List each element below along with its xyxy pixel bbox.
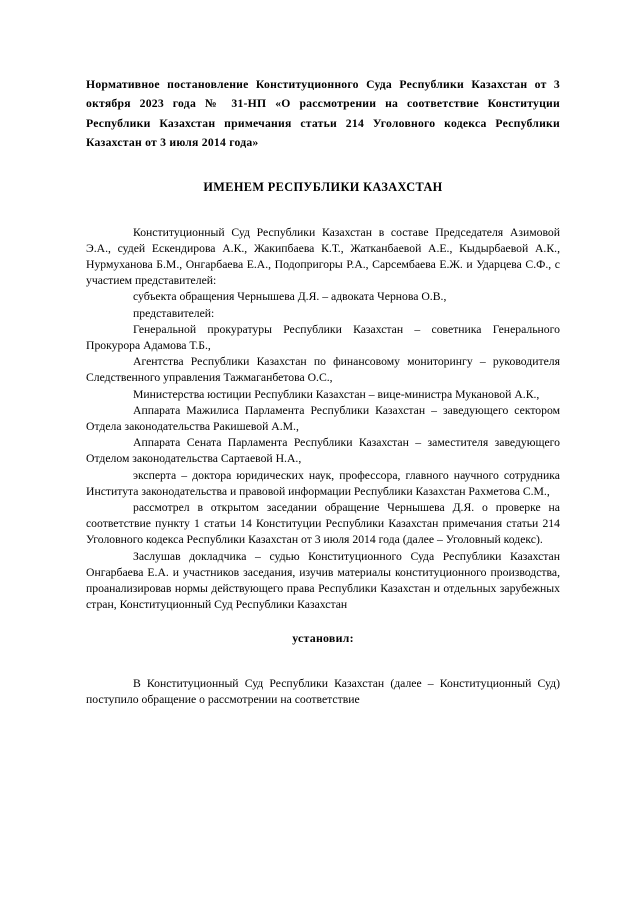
paragraph-mazhilis-apparatus: Аппарата Мажилиса Парламента Республики Казахстан – заведующего сектором Отдела законодательства Ракишевой А.М., <box>86 403 560 434</box>
paragraph-first-finding: В Конституционный Суд Республики Казахстан (далее – Конституционный Суд) поступило обращение о рассмотрении на соответствие <box>86 676 560 706</box>
document-title <box>86 75 560 153</box>
paragraph-court-composition: Конституционный Суд Республики Казахстан в составе Председателя Азимовой Э.А., судей Ескендирова А.К., Жакипбаева К.Т., Жатканбаевой А.Е., Кыдырбаевой А.К., Нурмуханова Б.М., Онгарбаева Е.А., Подопригоры Р.А., Сарсембаева Е.Ж. и Ударцева С.Ф., с участием представителей: <box>86 225 560 288</box>
spacer-after-heading <box>86 195 560 225</box>
spacer-after-established <box>86 646 560 676</box>
paragraph-prosecutor-office: Генеральной прокуратуры Республики Казахстан – советника Генерального Прокурора Адамова Т.Б., <box>86 322 560 353</box>
paragraph-considered-appeal: рассмотрел в открытом заседании обращение Чернышева Д.Я. о проверке на соответствие пункту 1 статьи 14 Конституции Республики Казахстан примечания статьи 214 Уголовного кодекса Республики Казахстан от 3 июля 2014 года (далее – Уголовный кодекс). <box>86 501 560 547</box>
paragraph-expert: эксперта – доктора юридических наук, профессора, главного научного сотрудника Института законодательства и правовой информации Республики Казахстан Рахметова С.М., <box>86 468 560 498</box>
paragraph-financial-monitoring-agency: Агентства Республики Казахстан по финансовому мониторингу – руководителя Следственного управления Тажмаганбетова О.С., <box>86 355 560 385</box>
established-keyword: установил: <box>292 630 354 645</box>
paragraph-heard-reporter: Заслушав докладчика – судью Конституционного Суда Республики Казахстан Онгарбаева Е.А. и участников заседания, изучив материалы конституционного производства, проанализировав нормы действующего права Республики Казахстан и отдельных зарубежных стран, Конституционный Суд Республики Казахстан <box>86 549 560 612</box>
document-body <box>86 225 560 708</box>
paragraph-representatives-label: представителей: <box>133 306 215 320</box>
center-heading: ИМЕНЕМ РЕСПУБЛИКИ КАЗАХСТАН <box>203 179 443 194</box>
paragraph-ministry-of-justice: Министерства юстиции Республики Казахстан – вице-министра Мукановой А.К., <box>133 387 540 401</box>
paragraph-senate-apparatus: Аппарата Сената Парламента Республики Казахстан – заместителя заведующего Отделом законодательства Сартаевой Н.А., <box>86 436 560 466</box>
spacer-before-established <box>86 614 560 630</box>
paragraph-applicant-representative: субъекта обращения Чернышева Д.Я. – адвоката Чернова О.В., <box>133 290 447 304</box>
document-title-text: Нормативное постановление Конституционного Суда Республики Казахстан от 3 октября 2023 года № 31-НП «О рассмотрении на соответствие Конституции Республики Казахстан примечания статьи 214 Уголовного кодекса Республики Казахстан от 3 июля 2014 года» <box>86 78 560 150</box>
